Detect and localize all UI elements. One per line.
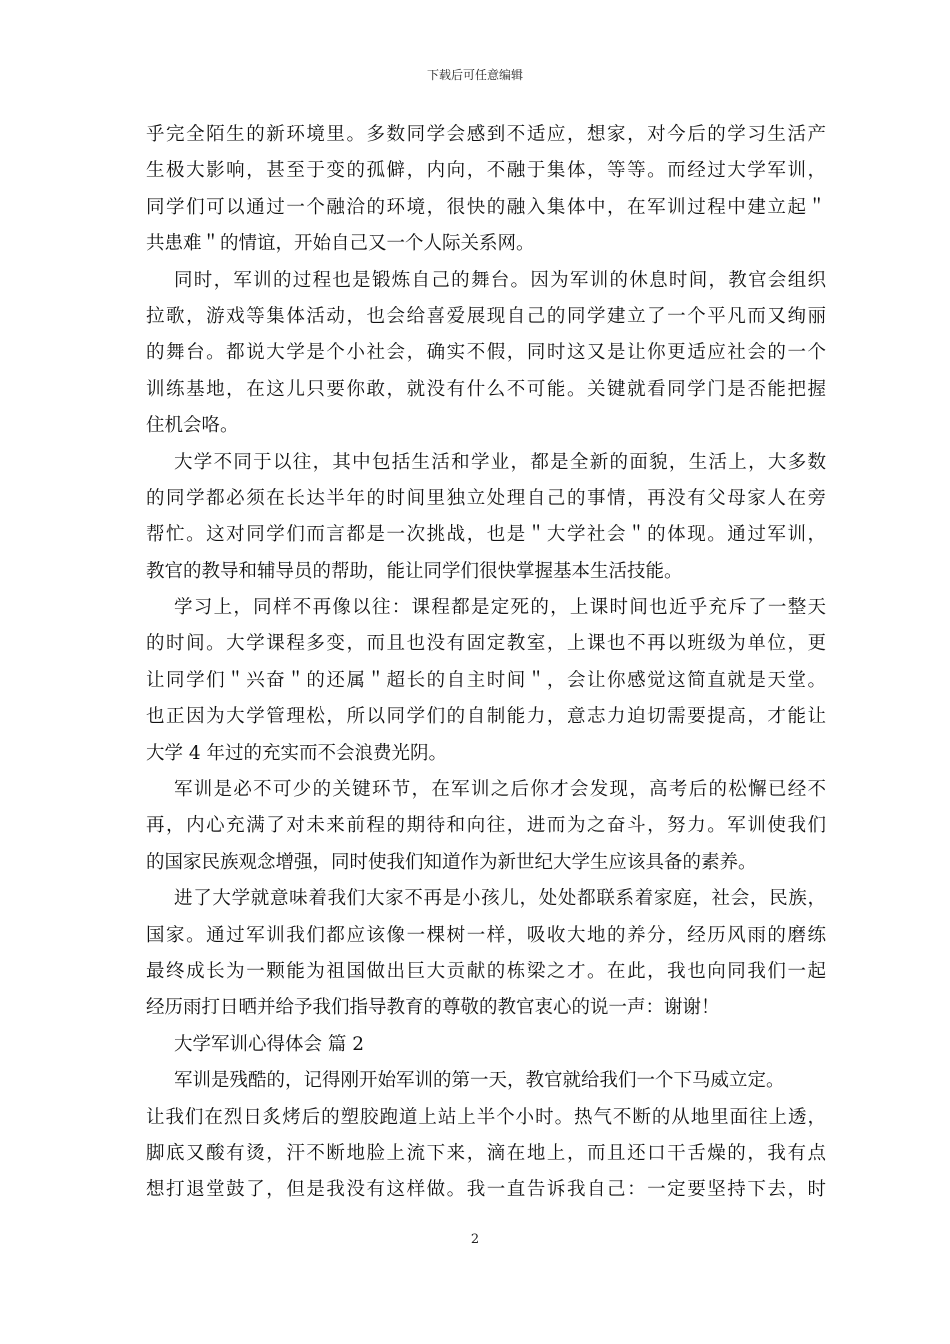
text-line: 的同学都必须在长达半年的时间里独立处理自己的事情，再没有父母家人在旁 — [146, 487, 826, 509]
text-line: 经历雨打日晒并给予我们指导教育的尊敬的教官衷心的说一声：谢谢！ — [146, 997, 720, 1019]
text-line: 同时，军训的过程也是锻炼自己的舞台。因为军训的休息时间，教官会组织 — [174, 269, 826, 291]
text-line: 学习上，同样不再像以往：课程都是定死的，上课时间也近乎充斥了一整天 — [174, 597, 826, 619]
text-line: 军训是残酷的，记得刚开始军训的第一天，教官就给我们一个下马威立定。 — [174, 1070, 785, 1092]
text-line: 的国家民族观念增强，同时使我们知道作为新世纪大学生应该具备的素养。 — [146, 851, 757, 873]
text-line: 大学不同于以往，其中包括生活和学业，都是全新的面貌，生活上，大多数 — [174, 451, 826, 473]
text-line: 生极大影响，甚至于变的孤僻，内向，不融于集体，等等。而经过大学军训， — [146, 160, 826, 182]
text-line: 的时间。大学课程多变，而且也没有固定教室，上课也不再以班级为单位，更 — [146, 633, 826, 655]
text-line: 进了大学就意味着我们大家不再是小孩儿，处处都联系着家庭，社会，民族， — [174, 888, 826, 910]
page-header: 下载后可任意编辑 — [426, 68, 523, 82]
text-line: 同学们可以通过一个融洽的环境，很快的融入集体中，在军训过程中建立起＂ — [146, 196, 826, 218]
text-line: 脚底又酸有烫，汗不断地脸上流下来，滴在地上，而且还口干舌燥的，我有点 — [146, 1142, 826, 1164]
text-line: 让我们在烈日炙烤后的塑胶跑道上站上半个小时。热气不断的从地里面往上透， — [146, 1106, 826, 1128]
text-line: 共患难＂的情谊，开始自己又一个人际关系网。 — [146, 233, 535, 255]
text-line: 再，内心充满了对未来前程的期待和向往，进而为之奋斗，努力。军训使我们 — [146, 815, 826, 837]
text-line: 训练基地，在这儿只要你敢，就没有什么不可能。关键就看同学门是否能把握 — [146, 378, 826, 400]
document-body — [146, 117, 826, 1209]
text-line: 让同学们＂兴奋＂的还属＂超长的自主时间＂，会让你感觉这简直就是天堂。 — [146, 669, 826, 691]
text-line: 也正因为大学管理松，所以同学们的自制能力，意志力迫切需要提高，才能让 — [146, 706, 826, 728]
text-line: 军训是必不可少的关键环节，在军训之后你才会发现，高考后的松懈已经不 — [174, 779, 826, 801]
text-line: 大学军训心得体会 篇 2 — [174, 1033, 365, 1055]
text-line: 想打退堂鼓了，但是我没有这样做。我一直告诉我自己：一定要坚持下去，时 — [146, 1179, 826, 1201]
text-line: 国家。通过军训我们都应该像一棵树一样，吸收大地的养分，经历风雨的磨练 — [146, 924, 826, 946]
text-line: 住机会咯。 — [146, 415, 239, 437]
text-line: 最终成长为一颗能为祖国做出巨大贡献的栋梁之才。在此，我也向同我们一起 — [146, 960, 826, 982]
text-line: 乎完全陌生的新环境里。多数同学会感到不适应，想家，对今后的学习生活产 — [146, 124, 826, 145]
text-line: 教官的教导和辅导员的帮助，能让同学们很快掌握基本生活技能。 — [146, 560, 683, 582]
page-number: 2 — [470, 1232, 480, 1247]
text-line: 帮忙。这对同学们而言都是一次挑战，也是＂大学社会＂的体现。通过军训， — [146, 524, 826, 546]
text-line: 拉歌，游戏等集体活动，也会给喜爱展现自己的同学建立了一个平凡而又绚丽 — [146, 305, 826, 327]
text-line: 的舞台。都说大学是个小社会，确实不假，同时这又是让你更适应社会的一个 — [146, 342, 826, 364]
text-line: 大学 4 年过的充实而不会浪费光阴。 — [146, 742, 448, 764]
